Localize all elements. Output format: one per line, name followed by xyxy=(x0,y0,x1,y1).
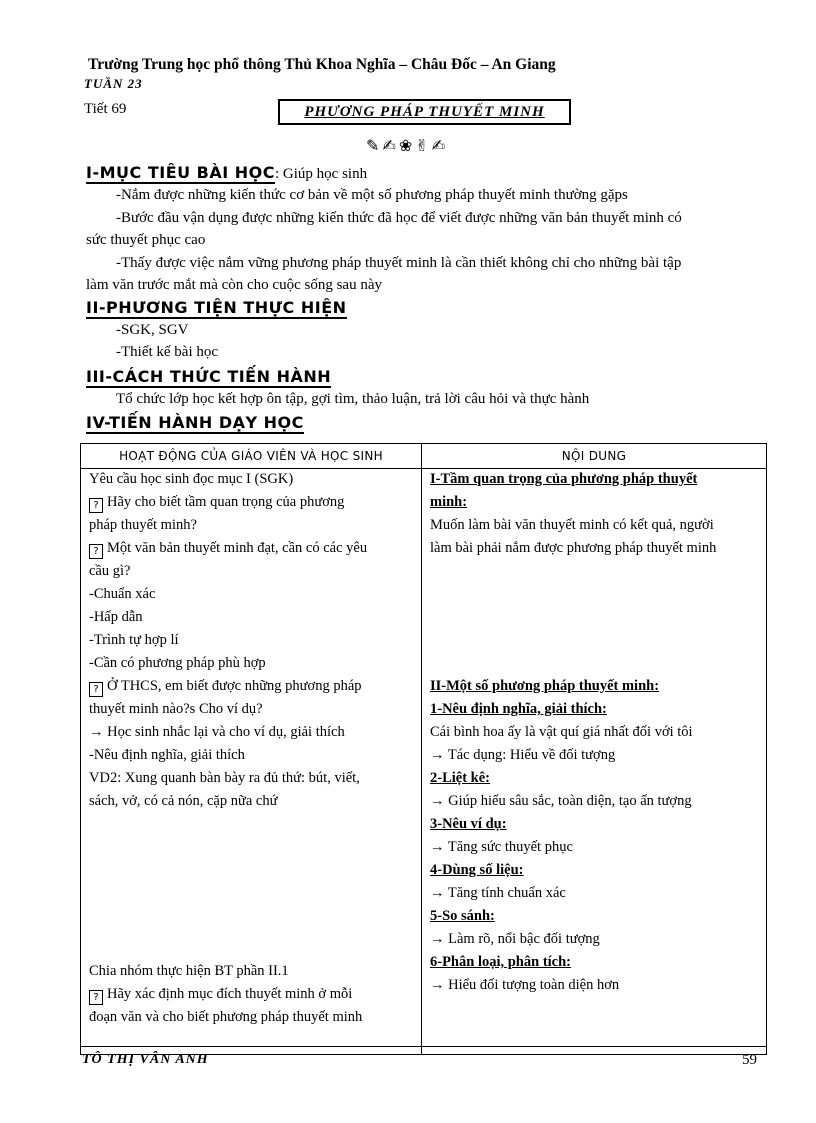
content-line: làm bài phải nắm được phương pháp thuyết minh xyxy=(430,540,717,556)
section-3-heading xyxy=(86,367,331,386)
activity-line: -Hấp dẫn xyxy=(89,609,143,625)
content-line: → Tác dụng: Hiểu về đối tượng xyxy=(430,747,616,763)
week-label: TUẦN 23 xyxy=(84,76,143,91)
col-activities-header: HOẠT ĐỘNG CỦA GIÁO VIÊN VÀ HỌC SINH xyxy=(81,444,422,469)
content-heading: 5-So sánh: xyxy=(430,908,495,924)
footer-divider xyxy=(80,1046,766,1047)
content-heading: 6-Phân loại, phân tích: xyxy=(430,954,571,970)
section-1-line: -Bước đầu vận dụng được những kiến thức đã học để viết được những văn bản thuyết minh có xyxy=(116,210,682,226)
section-1-title: I-MỤC TIÊU BÀI HỌC xyxy=(86,163,276,182)
question-icon: ? xyxy=(89,544,103,559)
content-line: Cái bình hoa ấy là vật quí giá nhất đối với tôi xyxy=(430,724,693,740)
content-heading: 3-Nêu ví dụ: xyxy=(430,816,507,832)
lesson-title: PHƯƠNG PHÁP THUYẾT MINH xyxy=(278,99,571,125)
table-row xyxy=(81,469,767,1055)
section-2-line: -Thiết kế bài học xyxy=(116,344,219,360)
section-2-line: -SGK, SGV xyxy=(116,322,189,338)
activity-question xyxy=(89,540,367,559)
activity-line: VD2: Xung quanh bàn bày ra đủ thứ: bút, viết, xyxy=(89,770,360,786)
section-1-line: làm văn trước mắt mà còn cho cuộc sống sau này xyxy=(86,277,382,293)
activity-line: -Cần có phương pháp phù hợp xyxy=(89,655,266,671)
activity-question-text: Hãy xác định mục đích thuyết minh ở mỗi xyxy=(107,986,353,1002)
activity-line: -Trình tự hợp lí xyxy=(89,632,179,648)
activity-question xyxy=(89,678,362,697)
content-line: → Hiểu đối tượng toàn diện hơn xyxy=(430,977,620,993)
content-line: → Làm rõ, nổi bậc đối tượng xyxy=(430,931,600,947)
content-line: Muốn làm bài văn thuyết minh có kết quả, người xyxy=(430,517,714,533)
content-cell xyxy=(422,469,767,1055)
content-heading: 1-Nêu định nghĩa, giải thích: xyxy=(430,701,607,717)
ornament-icons: ✎✍❀✌✍ xyxy=(366,136,449,155)
activity-line: Yêu cầu học sinh đọc mục I (SGK) xyxy=(89,471,294,487)
question-icon: ? xyxy=(89,990,103,1005)
question-icon: ? xyxy=(89,498,103,513)
section-1-subtitle: : Giúp học sinh xyxy=(275,166,368,182)
activity-line: -Nêu định nghĩa, giải thích xyxy=(89,747,245,763)
activity-line: cầu gì? xyxy=(89,563,131,579)
section-2-heading xyxy=(86,298,347,317)
content-heading: I-Tầm quan trọng của phương pháp thuyết xyxy=(430,471,698,487)
section-4-heading xyxy=(86,413,304,432)
content-heading: minh: xyxy=(430,494,468,510)
activity-line: -Chuẩn xác xyxy=(89,586,156,602)
activity-line: pháp thuyết minh? xyxy=(89,517,197,533)
activity-line: sách, vở, có cả nón, cặp nữa chứ xyxy=(89,793,278,809)
table-header-row xyxy=(81,444,767,469)
section-1-line: sức thuyết phục cao xyxy=(86,232,206,248)
activity-line: Chia nhóm thực hiện BT phần II.1 xyxy=(89,963,289,979)
school-name: Trường Trung học phổ thông Thủ Khoa Nghĩa – Châu Đốc – An Giang xyxy=(88,56,556,73)
section-1-line: -Nắm được những kiến thức cơ bản về một số phương pháp thuyết minh thường gặps xyxy=(116,187,628,203)
activity-question xyxy=(89,494,344,513)
page-number: 59 xyxy=(742,1052,757,1068)
content-line: → Tăng sức thuyết phục xyxy=(430,839,573,855)
content-heading: 2-Liệt kê: xyxy=(430,770,490,786)
activity-question-text: Ở THCS, em biết được những phương pháp xyxy=(107,678,362,694)
section-3-line: Tổ chức lớp học kết hợp ôn tập, gợi tìm, thảo luận, trả lời câu hỏi và thực hành xyxy=(116,391,590,407)
section-1-line: -Thấy được việc nắm vững phương pháp thuyết minh là cần thiết không chỉ cho những bài tập xyxy=(116,255,682,271)
content-line: → Giúp hiểu sâu sắc, toàn diện, tạo ấn tượng xyxy=(430,793,692,809)
footer-author: TÔ THỊ VÂN ANH xyxy=(82,1052,209,1067)
activities-cell xyxy=(81,469,422,1055)
content-line: → Tăng tính chuẩn xác xyxy=(430,885,566,901)
section-1-heading xyxy=(86,163,367,183)
activity-line: đoạn văn và cho biết phương pháp thuyết minh xyxy=(89,1009,363,1025)
activity-question-text: Một văn bản thuyết minh đạt, cần có các yêu xyxy=(107,540,368,556)
lesson-number: Tiết 69 xyxy=(84,101,127,117)
lesson-table xyxy=(80,443,767,1055)
activity-question-text: Hãy cho biết tầm quan trọng của phương xyxy=(107,494,345,510)
activity-question xyxy=(89,986,352,1005)
section-3-title: III-CÁCH THỨC TIẾN HÀNH xyxy=(86,367,332,386)
content-heading: II-Một số phương pháp thuyết minh: xyxy=(430,678,660,694)
activity-line: → Học sinh nhắc lại và cho ví dụ, giải thích xyxy=(89,724,345,740)
question-icon: ? xyxy=(89,682,103,697)
section-2-title: II-PHƯƠNG TIỆN THỰC HIỆN xyxy=(86,298,347,317)
section-4-title: IV-TIẾN HÀNH DẠY HỌC xyxy=(86,413,304,432)
col-content-header: NỘI DUNG xyxy=(422,444,767,469)
activity-line: thuyết minh nào?s Cho ví dụ? xyxy=(89,701,263,717)
content-heading: 4-Dùng số liệu: xyxy=(430,862,524,878)
